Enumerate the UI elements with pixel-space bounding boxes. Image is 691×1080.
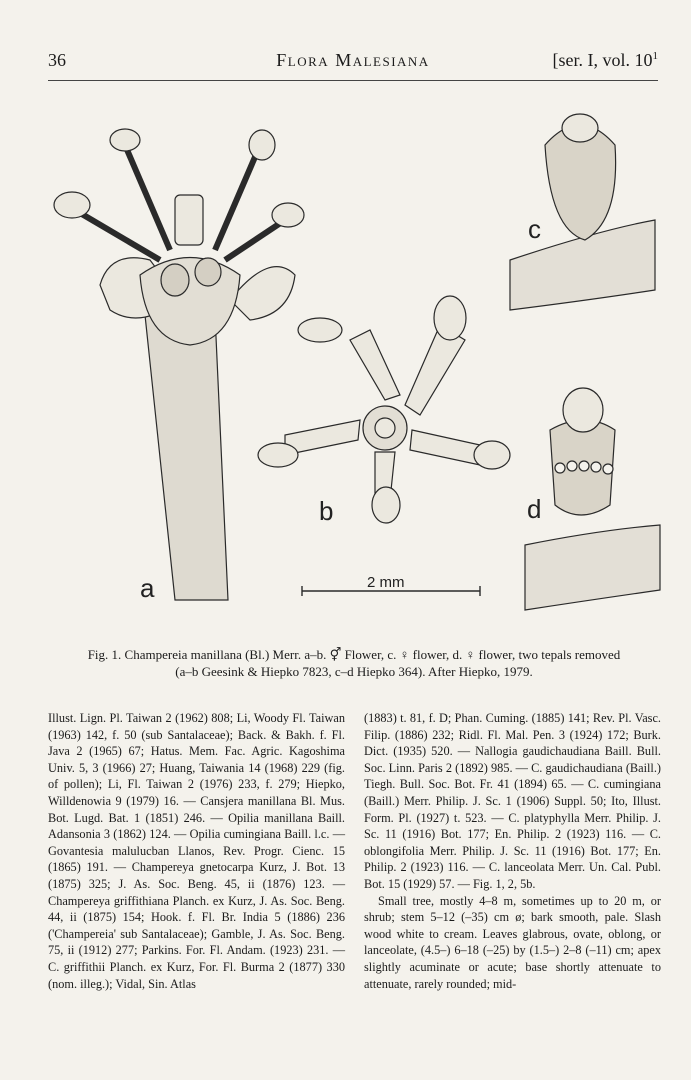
series-volume: [ser. I, vol. $10^1$: [552, 50, 658, 70]
figure-label-a: a: [140, 573, 155, 603]
header-rule: [48, 80, 658, 81]
figure-label-b: b: [319, 496, 334, 526]
flower-d-drawing: [525, 388, 660, 610]
scale-bar-label: 2 mm: [367, 574, 405, 591]
figure-plate: [40, 100, 670, 620]
right-text-column: [364, 710, 661, 992]
flower-a-drawing: [54, 129, 304, 600]
figure-caption: [48, 646, 660, 680]
flower-b-drawing: [258, 296, 510, 523]
figure-label-d: d: [527, 494, 542, 524]
species-description: Small tree, mostly 4–8 m, sometimes up to 20 m, or shrub; stem 5–12 (–35) cm ø; bark smooth, pale. Slash wood white to cream. Leaves glabrous, ovate, oblong, or lanceolate, (4.5–) 6–18 (–25) by (1.5–) 2–8 (–11) cm; apex slightly acuminate or acute; base shortly attenuate to attenuate, rarely rounded; mid-: [364, 893, 661, 991]
figure-label-c: c: [528, 214, 541, 244]
flower-c-drawing: [510, 114, 655, 310]
synonymy-text-right: (1883) t. 81, f. D; Phan. Cuming. (1885) 141; Rev. Pl. Vasc. Filip. (1886) 232; Ridl. Fl. Mal. Pen. 3 (1924) 172; Burk. Dict. (1935) 520. — Nallogia gaudichaudiana Baill. Bull. Soc. Linn. Paris 2 (1892) 985. — C. gaudichaudiana (Baill.) Tiegh. Bull. Soc. Bot. Fr. 41 (1894) 65. — C. cumingiana (Baill.) Merr. Philip. J. Sc. 1 (1906) Suppl. 50; Ito, Illust. Form. Pl. (1927) t. 523. — C. platyphylla Merr. Philip. J. Sc. 11 (1916) Bot. 177; En. Philip. 2 (1923) 116. — C. oblongifolia Merr. Philip. J. Sc. 11 (1916) Bot. 177; En. Philip. 2 (1923) 116. — C. lanceolata Merr. Un. Cal. Publ. Bot. 15 (1929) 57. — Fig. 1, 2, 5b.: [364, 711, 661, 891]
page-header: [48, 50, 658, 74]
caption-line-2: (a–b Geesink & Hiepko 7823, c–d Hiepko 364). After Hiepko, 1979.: [175, 664, 533, 679]
left-text-column: [48, 710, 345, 992]
synonymy-text-left: Illust. Lign. Pl. Taiwan 2 (1962) 808; Li, Woody Fl. Taiwan (1963) 142, f. 50 (sub Santalaceae); Back. & Bakh. f. Fl. Java 2 (1965) 67; Hatus. Mem. Fac. Agric. Kagoshima Univ. 5, 3 (1966) 27; Huang, Taiwania 14 (1968) 229 (fig. of pollen); Li, Fl. Taiwan 2 (1976) 233, f. 279; Hiepko, Willdenowia 9 (1979) 16. — Cansjera manillana Bl. Mus. Bot. Lugd. Bat. 1 (1851) 246. — Opilia manillana Baill. Adansonia 3 (1862) 124. — Opilia cumingiana Baill. l.c. — Govantesia malulucban Llanos, Rev. Progr. Cienc. 15 (1865) 191. — Champereya gnetocarpa Kurz, J. Bot. 13 (1875) 325; J. As. Soc. Beng. 45, ii (1876) 123. — Champereya griffithiana Planch. ex Kurz, J. As. Soc. Beng. 44, ii (1875) 154; Hook. f. Fl. Br. India 5 (1886) 236 ('Champereia' sub Santalaceae); Gamble, J. As. Soc. Beng. 75, ii (1912) 277; Parkins. For. Fl. Andam. (1923) 231. — C. griffithii Planch. ex Kurz, For. Fl. Burma 2 (1877) 330 (nom. illeg.); Vidal, Sin. Atlas: [48, 711, 345, 991]
page-number: 36: [48, 50, 66, 70]
flower-illustration: [40, 100, 670, 620]
caption-line-1: Fig. 1. Champereia manillana (Bl.) Merr. a–b. ⚥ Flower, c. ♀ flower, d. ♀ flower, two tepals removed: [87, 647, 621, 662]
journal-title: Flora Malesiana: [276, 50, 430, 70]
